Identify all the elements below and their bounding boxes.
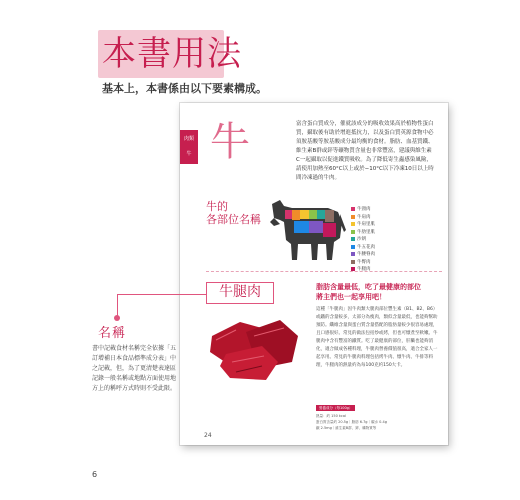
meat-headline-line2: 將主們也一起享用吧！	[316, 293, 386, 301]
section-divider	[206, 271, 442, 272]
category-tab-bottom-label: 牛	[186, 151, 192, 157]
nutrition-title: 營養成分（每100g）	[316, 405, 355, 411]
legend-swatch	[351, 245, 355, 249]
legend-swatch	[351, 222, 355, 226]
beef-thigh-photo	[206, 306, 302, 384]
category-tab	[180, 130, 198, 164]
legend-label: 沙朗	[357, 237, 366, 242]
meat-description: 這種「牛腿肉」因牛肉類大腿肉部位豐生素（B1、B2、B6）或鐵的含量較多，太部分為瘦肉，類似含量最低，也能夠幫助預防。纖維含量與蛋白質含量搭配的脂肪量較少很容易處理，且口感很好。常見的做法包括炒或烤，但也可燉煮至軟嫩。牛腿肉中含有豐富的鐵質。吃了最健康的部位，肝臟也能夠消化，適合做成各種料理，牛腿肉營養價值很高，適合全家人一起享用。常見的牛腿肉料理包括烤牛肉、燉牛肉、牛排等料理，牛腿肉的熱量約為每100克約150大卡。	[316, 307, 438, 368]
cut-round	[323, 223, 336, 237]
cut-neck	[285, 210, 292, 219]
nutrition-box	[316, 394, 428, 431]
parts-diagram-title-line1: 牛的	[206, 200, 228, 213]
meat-headline	[316, 282, 432, 302]
meat-name: 牛腿肉	[219, 284, 261, 300]
cut-rib-loin	[309, 210, 317, 219]
legend-swatch	[351, 252, 355, 256]
cut-shoulder-loin	[300, 210, 309, 219]
callout-dot	[114, 315, 120, 321]
legend-label: 牛肩肉	[357, 214, 371, 220]
parts-diagram-title-line2: 各部位名稱	[206, 213, 261, 226]
nutrition-line: 鐵 2.5mg｜維生素B群、鋅、礦物質等	[316, 426, 377, 430]
legend-label: 牛肋里肌	[357, 229, 375, 235]
callout-description: 書中記載食材名稱完全依據「五訂增補日本食品標準成分表」中之記載，但，為了更清楚表達區記錄一般名稱或地點方面使用地方上的稱呼方式時則不受此限。	[92, 345, 177, 392]
page-title: 本書用法	[102, 34, 242, 74]
callout-line-horizontal	[117, 294, 207, 295]
legend-swatch	[351, 230, 355, 234]
legend-swatch	[351, 207, 355, 211]
sample-page-number: 24	[204, 432, 212, 439]
legend-label: 牛五花肉	[357, 244, 375, 250]
meat-headline-line1: 脂肪含量最低，吃了最健康的部位	[316, 283, 421, 291]
nutrition-line: 蛋白質含量約 20.5g｜脂肪 6.7g｜碳水 0.4g	[316, 420, 387, 424]
cut-rump	[325, 210, 334, 222]
category-big-character: 牛	[210, 119, 250, 165]
legend-swatch	[351, 260, 355, 264]
legend-label: 牛腰脊肉	[357, 252, 375, 257]
callout-title: 名稱	[98, 326, 127, 341]
parts-diagram-title	[206, 200, 261, 226]
legend-label: 牛腿肉	[357, 267, 371, 272]
nutrition-line: 熱量：約 150 kcal	[316, 414, 346, 418]
cut-belly	[294, 221, 309, 233]
page-subtitle: 基本上，本書係由以下要素構成。	[102, 82, 267, 95]
page-number: 6	[92, 470, 98, 479]
cut-tenderloin	[309, 221, 323, 233]
legend-label: 牛肩里肌	[357, 222, 375, 227]
legend-swatch	[351, 237, 355, 241]
legend-label: 牛頸肉	[357, 207, 371, 212]
legend-label: 牛臀肉	[357, 259, 371, 265]
cut-shoulder	[292, 210, 300, 220]
category-intro-text: 富含蛋白質成分，催就該成分的吸收效果高於植物性蛋白質，攝取後有助於增進抵抗力，以及蛋白質英源食物中必須胺基酸等胺基酸成分最均衡的食材。脂肪、血基質鐵、維生素B群或鋅等礦物質含量也非常豐富，建議與維生素C一起攝取以促進鐵質吸收。為了降低寄生蟲感染風險，請使用加熱至60°C以上或於−10°C以下冷凍10日以上時間冷凍過的牛肉。	[296, 121, 434, 181]
category-tab-top-label: 肉類	[183, 136, 194, 142]
cut-sirloin	[317, 210, 325, 219]
legend-swatch	[351, 215, 355, 219]
cow-parts-diagram	[268, 196, 350, 266]
